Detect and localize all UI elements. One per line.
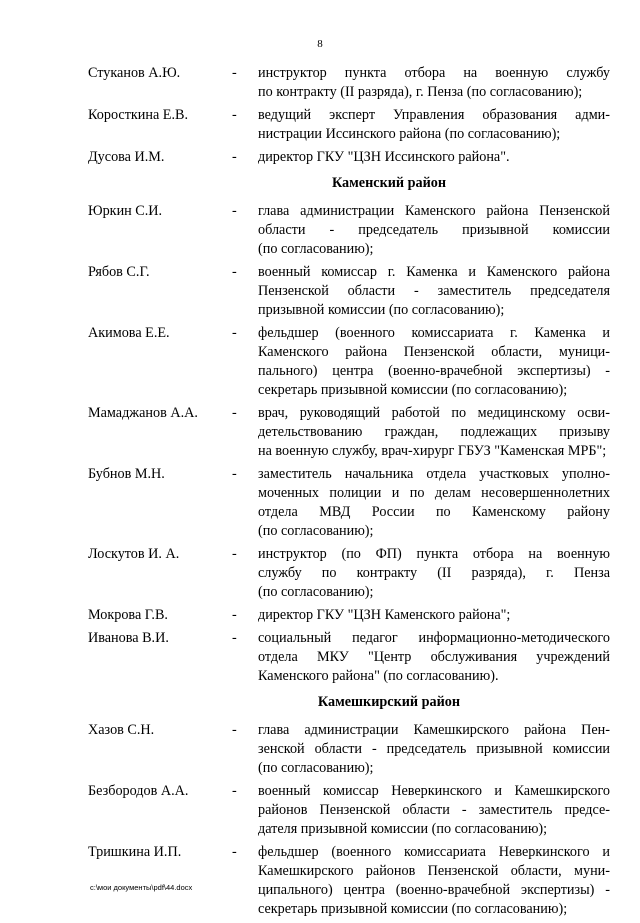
member-position bbox=[258, 465, 610, 541]
member-position bbox=[258, 404, 610, 461]
dash-separator: - bbox=[232, 405, 237, 421]
member-entry bbox=[88, 782, 610, 839]
member-entry bbox=[88, 324, 610, 400]
member-name: Мамаджанов А.А. bbox=[88, 405, 198, 421]
dash-separator: - bbox=[232, 783, 237, 799]
file-path-footer: c:\мои документы\pdf\44.docx bbox=[90, 883, 193, 892]
commission-list bbox=[88, 64, 610, 923]
member-position bbox=[258, 263, 610, 320]
member-position bbox=[258, 106, 610, 144]
position-line: зенской области - председатель призывной комиссии bbox=[258, 741, 610, 757]
member-name: Безбородов А.А. bbox=[88, 783, 189, 799]
member-position bbox=[258, 782, 610, 839]
position-line: области - председатель призывной комиссии bbox=[258, 222, 610, 238]
position-line: (по согласованию); bbox=[258, 523, 374, 539]
member-name: Тришкина И.П. bbox=[88, 844, 182, 860]
member-entry bbox=[88, 202, 610, 259]
position-line: призывной комиссии (по согласованию); bbox=[258, 302, 505, 318]
member-position bbox=[258, 629, 610, 686]
position-line: фельдшер (военного комиссариата г. Каменка и bbox=[258, 325, 610, 341]
position-line: военный комиссар г. Каменка и Каменского района bbox=[258, 264, 610, 280]
position-line: Каменского района Пензенской области, муници- bbox=[258, 344, 610, 360]
position-line: (по согласованию); bbox=[258, 584, 374, 600]
member-entry bbox=[88, 404, 610, 461]
position-line: (по согласованию); bbox=[258, 241, 374, 257]
member-entry bbox=[88, 106, 610, 144]
dash-separator: - bbox=[232, 722, 237, 738]
member-name: Бубнов М.Н. bbox=[88, 466, 165, 482]
dash-separator: - bbox=[232, 203, 237, 219]
member-name: Юркин С.И. bbox=[88, 203, 163, 219]
member-name: Стуканов А.Ю. bbox=[88, 65, 181, 81]
position-line: службу по контракту (II разряда), г. Пенза bbox=[258, 565, 610, 581]
dash-separator: - bbox=[232, 607, 237, 623]
member-position bbox=[258, 324, 610, 400]
position-line: Пензенской области - заместитель председателя bbox=[258, 283, 610, 299]
position-line: дателя призывной комиссии (по согласованию); bbox=[258, 821, 548, 837]
member-entry bbox=[88, 263, 610, 320]
position-line: нистрации Иссинского района (по согласованию); bbox=[258, 126, 561, 142]
member-position bbox=[258, 545, 610, 602]
member-entry bbox=[88, 721, 610, 778]
position-line: моченных полиции и по делам несовершеннолетних bbox=[258, 485, 610, 501]
member-name: Мокрова Г.В. bbox=[88, 607, 168, 623]
position-line: инструктор пункта отбора на военную службу bbox=[258, 65, 610, 81]
position-line: Каменского района" (по согласованию). bbox=[258, 668, 499, 684]
member-entry bbox=[88, 64, 610, 102]
position-line: секретарь призывной комиссии (по согласованию); bbox=[258, 382, 568, 398]
position-line: отдела МКУ "Центр обслуживания учреждений bbox=[258, 649, 610, 665]
member-position bbox=[258, 721, 610, 778]
dash-separator: - bbox=[232, 149, 237, 165]
member-position bbox=[258, 202, 610, 259]
member-position bbox=[258, 64, 610, 102]
position-line: ципального) центра (военно-врачебной экспертизы) - bbox=[258, 882, 610, 898]
dash-separator: - bbox=[232, 546, 237, 562]
member-name: Коросткина Е.В. bbox=[88, 107, 189, 123]
position-line: инструктор (по ФП) пункта отбора на военную bbox=[258, 546, 610, 562]
dash-separator: - bbox=[232, 325, 237, 341]
page-number: 8 bbox=[317, 38, 323, 50]
member-entry bbox=[88, 545, 610, 602]
position-line: директор ГКУ "ЦЗН Каменского района"; bbox=[258, 607, 511, 623]
dash-separator: - bbox=[232, 65, 237, 81]
member-position bbox=[258, 606, 610, 625]
position-line: ведущий эксперт Управления образования адми- bbox=[258, 107, 610, 123]
position-line: на военную службу, врач-хирург ГБУЗ "Каменская МРБ"; bbox=[258, 443, 607, 459]
dash-separator: - bbox=[232, 844, 237, 860]
member-name: Иванова В.И. bbox=[88, 630, 169, 646]
position-line: врач, руководящий работой по медицинскому осви- bbox=[258, 405, 610, 421]
position-line: районов Пензенской области - заместитель предсе- bbox=[258, 802, 610, 818]
district-heading: Каменский район bbox=[331, 175, 447, 191]
member-name: Рябов С.Г. bbox=[88, 264, 150, 280]
position-line: пального) центра (военно-врачебной экспертизы) - bbox=[258, 363, 610, 379]
position-line: директор ГКУ "ЦЗН Иссинского района". bbox=[258, 149, 510, 165]
member-name: Акимова Е.Е. bbox=[88, 325, 170, 341]
member-name: Лоскутов И. А. bbox=[88, 546, 180, 562]
district-heading: Камешкирский район bbox=[317, 694, 461, 710]
member-position bbox=[258, 148, 610, 167]
position-line: по контракту (II разряда), г. Пенза (по согласованию); bbox=[258, 84, 583, 100]
member-entry bbox=[88, 148, 610, 167]
dash-separator: - bbox=[232, 466, 237, 482]
position-line: секретарь призывной комиссии (по согласованию); bbox=[258, 901, 568, 917]
member-entry bbox=[88, 465, 610, 541]
dash-separator: - bbox=[232, 107, 237, 123]
dash-separator: - bbox=[232, 264, 237, 280]
member-name: Дусова И.М. bbox=[88, 149, 165, 165]
position-line: социальный педагог информационно-методического bbox=[258, 630, 610, 646]
position-line: отдела МВД России по Каменскому району bbox=[258, 504, 610, 520]
position-line: глава администрации Каменского района Пензенской bbox=[258, 203, 610, 219]
position-line: военный комиссар Неверкинского и Камешкирского bbox=[258, 783, 610, 799]
position-line: детельствованию граждан, подлежащих призыву bbox=[258, 424, 610, 440]
member-name: Хазов С.Н. bbox=[88, 722, 155, 738]
member-entry bbox=[88, 629, 610, 686]
dash-separator: - bbox=[232, 630, 237, 646]
position-line: Камешкирского районов Пензенской области, муни- bbox=[258, 863, 610, 879]
member-position bbox=[258, 843, 610, 919]
member-entry bbox=[88, 606, 610, 625]
member-entry bbox=[88, 843, 610, 919]
position-line: глава администрации Камешкирского района Пен- bbox=[258, 722, 610, 738]
position-line: фельдшер (военного комиссариата Неверкинского и bbox=[258, 844, 610, 860]
position-line: заместитель начальника отдела участковых уполно- bbox=[258, 466, 610, 482]
position-line: (по согласованию); bbox=[258, 760, 374, 776]
